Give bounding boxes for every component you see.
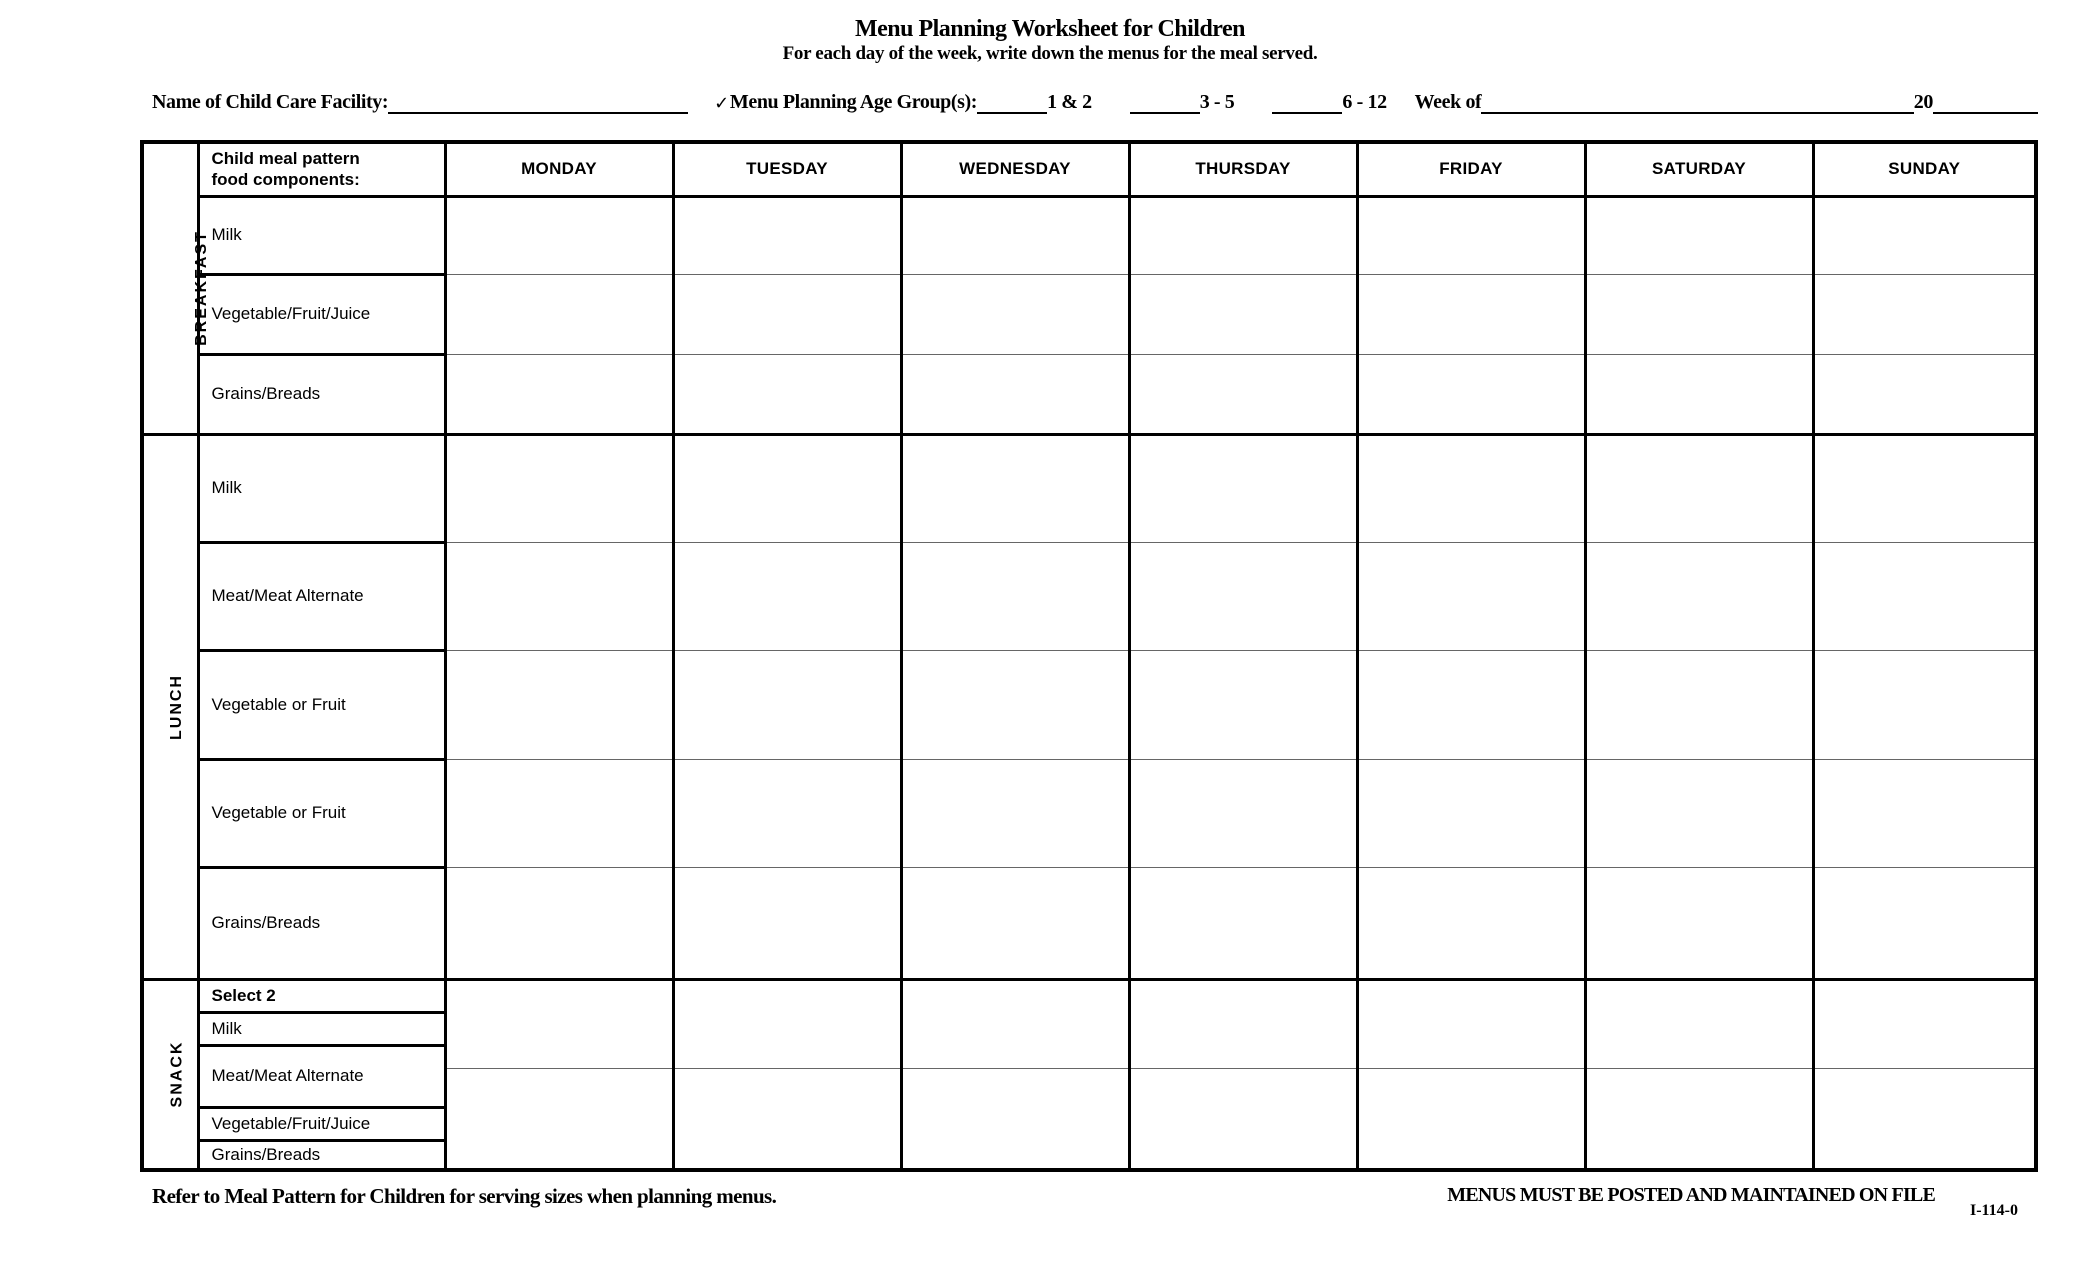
menu-cell[interactable]: [1813, 542, 2036, 650]
menu-cell[interactable]: [901, 979, 1129, 1170]
menu-cell[interactable]: [673, 196, 901, 274]
menu-cell[interactable]: [1813, 196, 2036, 274]
menu-cell[interactable]: [1585, 354, 1813, 434]
menu-cell[interactable]: [901, 274, 1129, 354]
page-title: Menu Planning Worksheet for Children: [854, 16, 1246, 42]
menu-cell[interactable]: [673, 979, 901, 1170]
age-group-2-label: 3 - 5: [1199, 91, 1235, 113]
menu-cell[interactable]: [673, 434, 901, 542]
menu-cell[interactable]: [445, 354, 673, 434]
checkmark-icon: ✓: [714, 93, 729, 114]
lunch-vertical-label: LUNCH: [168, 673, 185, 740]
menu-cell[interactable]: [901, 650, 1129, 759]
day-header-monday: MONDAY: [445, 142, 673, 196]
menu-cell[interactable]: [1129, 354, 1357, 434]
menu-cell[interactable]: [1813, 354, 2036, 434]
lunch-veg1-row: [142, 650, 2036, 759]
menu-cell[interactable]: [1813, 979, 2036, 1170]
menu-cell[interactable]: [1813, 759, 2036, 867]
menu-cell[interactable]: [445, 542, 673, 650]
day-header-wednesday: WEDNESDAY: [901, 142, 1129, 196]
age-group-1-label: 1 & 2: [1047, 91, 1092, 113]
menu-cell[interactable]: [1357, 759, 1585, 867]
row-label: Grains/Breads: [198, 354, 445, 434]
section-label-breakfast: [142, 142, 210, 434]
lunch-grains-row: [142, 867, 2036, 979]
menu-cell[interactable]: [901, 542, 1129, 650]
year-blank[interactable]: [1933, 90, 2038, 114]
menu-cell[interactable]: [673, 542, 901, 650]
menu-cell[interactable]: [1813, 274, 2036, 354]
footer-note: Refer to Meal Pattern for Children for serving sizes when planning menus.: [152, 1184, 777, 1208]
menu-cell[interactable]: [1813, 650, 2036, 759]
menu-cell[interactable]: [1129, 434, 1357, 542]
breakfast-grains-row: [142, 354, 2036, 434]
menu-cell[interactable]: [1129, 759, 1357, 867]
menu-cell[interactable]: [1585, 867, 1813, 979]
menu-cell[interactable]: [1357, 434, 1585, 542]
menu-cell[interactable]: [673, 867, 901, 979]
menu-cell[interactable]: [1813, 867, 2036, 979]
menu-cell[interactable]: [673, 274, 901, 354]
menu-cell[interactable]: [901, 354, 1129, 434]
section-label-snack: [142, 979, 198, 1170]
day-header-friday: FRIDAY: [1357, 142, 1585, 196]
breakfast-vertical-label: BREAKFAST: [192, 230, 210, 347]
row-label: Grains/Breads: [198, 1140, 445, 1170]
menu-cell[interactable]: [1357, 354, 1585, 434]
menu-cell[interactable]: [673, 354, 901, 434]
row-label: Meat/Meat Alternate: [198, 542, 445, 650]
age-group-3-blank[interactable]: [1272, 90, 1342, 114]
menu-cell[interactable]: [673, 650, 901, 759]
snack-vertical-label: SNACK: [168, 1040, 186, 1108]
menu-cell[interactable]: [1129, 274, 1357, 354]
menu-cell[interactable]: [901, 434, 1129, 542]
lunch-meat-row: [142, 542, 2036, 650]
document-header: [0, 16, 2100, 67]
menu-cell[interactable]: [1813, 434, 2036, 542]
day-header-saturday: SATURDAY: [1585, 142, 1813, 196]
menu-cell[interactable]: [901, 196, 1129, 274]
menu-cell[interactable]: [445, 196, 673, 274]
age-group-label: Menu Planning Age Group(s):: [729, 91, 978, 113]
age-group-1-blank[interactable]: [977, 90, 1047, 114]
row-label: Vegetable/Fruit/Juice: [198, 274, 445, 354]
menu-cell[interactable]: [1585, 196, 1813, 274]
menu-cell[interactable]: [1585, 542, 1813, 650]
snack-select-row: [142, 979, 2036, 1012]
snack-select-note: Select 2: [198, 979, 445, 1012]
component-column-header: Child meal pattern food components:: [198, 142, 445, 196]
menu-cell[interactable]: [1129, 196, 1357, 274]
week-of-label: Week of: [1414, 91, 1482, 113]
menu-cell[interactable]: [901, 867, 1129, 979]
menu-planning-table: [140, 140, 2038, 1172]
lunch-veg2-row: [142, 759, 2036, 867]
day-header-thursday: THURSDAY: [1129, 142, 1357, 196]
lunch-milk-row: [142, 434, 2036, 542]
age-group-2-blank[interactable]: [1130, 90, 1200, 114]
row-label: Milk: [198, 434, 445, 542]
menu-cell[interactable]: [1585, 979, 1813, 1170]
row-label: Vegetable or Fruit: [198, 759, 445, 867]
menu-cell[interactable]: [901, 759, 1129, 867]
menu-cell[interactable]: [445, 650, 673, 759]
menu-cell[interactable]: [445, 979, 673, 1170]
menu-cell[interactable]: [1585, 650, 1813, 759]
row-label: Milk: [198, 1012, 445, 1045]
menu-cell[interactable]: [1357, 196, 1585, 274]
row-label: Vegetable/Fruit/Juice: [198, 1107, 445, 1140]
menu-cell[interactable]: [445, 434, 673, 542]
menu-cell[interactable]: [1357, 274, 1585, 354]
menu-cell[interactable]: [1585, 274, 1813, 354]
menu-cell[interactable]: [1129, 650, 1357, 759]
footer-posting-requirement: MENUS MUST BE POSTED AND MAINTAINED ON FILE: [1447, 1184, 1935, 1206]
page-subtitle: For each day of the week, write down the menus for the meal served.: [782, 43, 1318, 65]
breakfast-vfj-row: [142, 274, 2036, 354]
row-label: Vegetable or Fruit: [198, 650, 445, 759]
row-label: Milk: [198, 196, 445, 274]
age-group-3-label: 6 - 12: [1342, 91, 1387, 113]
day-header-sunday: SUNDAY: [1813, 142, 2036, 196]
menu-cell[interactable]: [445, 759, 673, 867]
facility-name-blank[interactable]: [388, 90, 688, 114]
menu-cell[interactable]: [673, 759, 901, 867]
table-header-row: [142, 142, 2036, 196]
menu-cell[interactable]: [1357, 542, 1585, 650]
row-label: Meat/Meat Alternate: [198, 1045, 445, 1107]
menu-cell[interactable]: [445, 867, 673, 979]
menu-cell[interactable]: [1129, 979, 1357, 1170]
form-number: I-114-0: [1970, 1202, 2018, 1219]
menu-cell[interactable]: [445, 274, 673, 354]
menu-cell[interactable]: [1129, 542, 1357, 650]
breakfast-milk-row: [142, 196, 2036, 274]
row-label: Grains/Breads: [198, 867, 445, 979]
facility-label: Name of Child Care Facility:: [152, 91, 389, 113]
menu-cell[interactable]: [1357, 650, 1585, 759]
menu-cell[interactable]: [1585, 434, 1813, 542]
form-header-line: [152, 90, 2038, 114]
year-prefix: 20: [1913, 91, 1933, 113]
section-label-lunch: [142, 434, 198, 979]
menu-cell[interactable]: [1357, 979, 1585, 1170]
week-of-blank[interactable]: [1481, 90, 1913, 114]
menu-cell[interactable]: [1129, 867, 1357, 979]
day-header-tuesday: TUESDAY: [673, 142, 901, 196]
menu-cell[interactable]: [1357, 867, 1585, 979]
menu-cell[interactable]: [1585, 759, 1813, 867]
